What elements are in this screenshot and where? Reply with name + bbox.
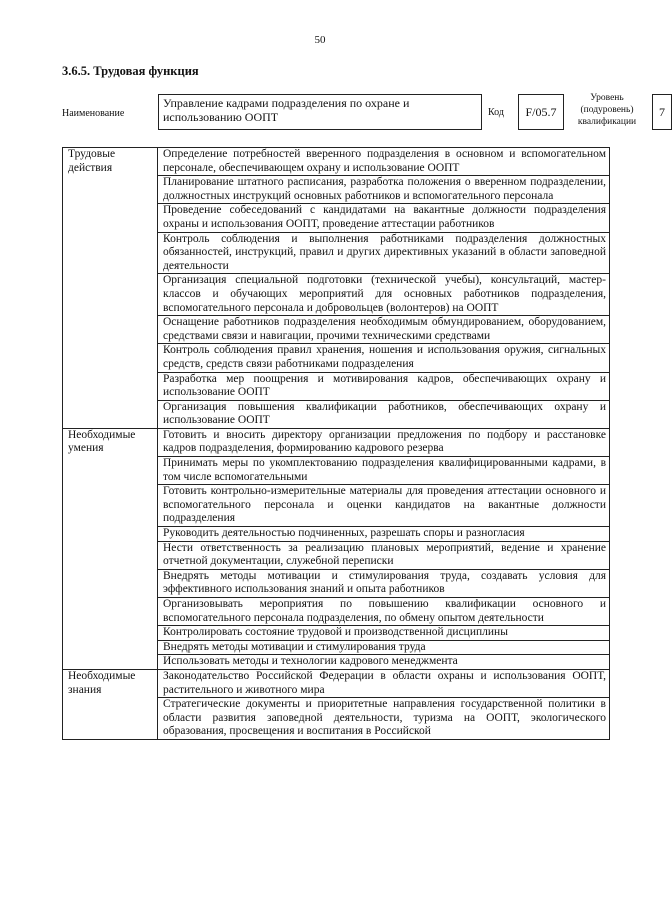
name-label: Наименование <box>62 108 125 119</box>
table-cell-item: Проведение собеседований с кандидатами на вакантные должности подразделения охраны и использования ООПТ, проведение аттестации работников <box>158 204 610 232</box>
table-cell-item: Законодательство Российской Федерации в области охраны и использования ООПТ, растительного и животного мира <box>158 669 610 697</box>
section-category: Необходимые знания <box>63 669 158 739</box>
table-cell-item: Контроль соблюдения и выполнения работниками подразделения должностных обязанностей, инструкций, правил и других директивных указаний в области заповедной деятельности <box>158 232 610 274</box>
table-cell-item: Организовывать мероприятия по повышению квалификации основного и вспомогательного персонала подразделения, по обмену опытом деятельности <box>158 598 610 626</box>
table-cell-item: Разработка мер поощрения и мотивирования кадров, обеспечивающих охрану и использование ООПТ <box>158 372 610 400</box>
table-cell-item: Определение потребностей вверенного подразделения в основном и вспомогательном персонале, обеспечивающем охрану и использование ООПТ <box>158 148 610 176</box>
name-value-box: Управление кадрами подразделения по охране и использованию ООПТ <box>158 94 482 130</box>
table-cell-item: Контролировать состояние трудовой и производственной дисциплины <box>158 626 610 641</box>
table-row <box>63 669 610 697</box>
function-table <box>62 147 610 740</box>
table-cell-item: Организация специальной подготовки (технической учебы), консультаций, мастер-классов и обучающих мероприятий для основных работников подразделения, вспомогательного персонала и добровольцев (волонтеров) на ООПТ <box>158 274 610 316</box>
table-cell-item: Внедрять методы мотивации и стимулирования труда, создавать условия для эффективного использования знаний и опыта работников <box>158 569 610 597</box>
table-cell-item: Организация повышения квалификации работников, обеспечивающих охрану и использование ООПТ <box>158 400 610 428</box>
section-category: Необходимые умения <box>63 428 158 669</box>
page-number: 50 <box>314 34 326 46</box>
level-value-box: 7 <box>652 94 672 130</box>
table-row <box>63 428 610 456</box>
code-value-box: F/05.7 <box>518 94 564 130</box>
table-cell-item: Использовать методы и технологии кадрового менеджмента <box>158 655 610 670</box>
table-cell-item: Планирование штатного расписания, разработка положения о вверенном подразделении, должностных инструкций основных работников и вспомогательного персонала <box>158 176 610 204</box>
table-cell-item: Нести ответственность за реализацию плановых мероприятий, ведение и хранение отчетной документации, служебной переписки <box>158 541 610 569</box>
table-cell-item: Контроль соблюдения правил хранения, ношения и использования оружия, сигнальных средств, средств связи работниками подразделения <box>158 344 610 372</box>
function-header <box>62 93 665 134</box>
table-row <box>63 148 610 176</box>
table-cell-item: Готовить и вносить директору организации предложения по подбору и расстановке кадров подразделения, формированию кадрового резерва <box>158 428 610 456</box>
table-cell-item: Готовить контрольно-измерительные материалы для проведения аттестации основного и вспомогательного персонала и оценки кандидатов на вакантные должности подразделения <box>158 485 610 527</box>
table-cell-item: Принимать меры по укомплектованию подразделения квалифицированными кадрами, в том числе вспомогательными <box>158 457 610 485</box>
section-title: 3.6.5. Трудовая функция <box>62 64 199 78</box>
table-cell-item: Стратегические документы и приоритетные направления государственной политики в области развития заповедной деятельности, туризма на ООПТ, экологического образования, просвещения и воспитания в Российской <box>158 698 610 740</box>
table-cell-item: Руководить деятельностью подчиненных, разрешать споры и разногласия <box>158 527 610 542</box>
level-label: Уровень (подуровень) квалификации <box>577 93 637 127</box>
table-cell-item: Внедрять методы мотивации и стимулирования труда <box>158 640 610 655</box>
code-label: Код <box>488 107 504 118</box>
table-cell-item: Оснащение работников подразделения необходимым обмундированием, оборудованием, средствами связи и навигации, прочими техническими средствами <box>158 316 610 344</box>
section-category: Трудовые действия <box>63 148 158 429</box>
